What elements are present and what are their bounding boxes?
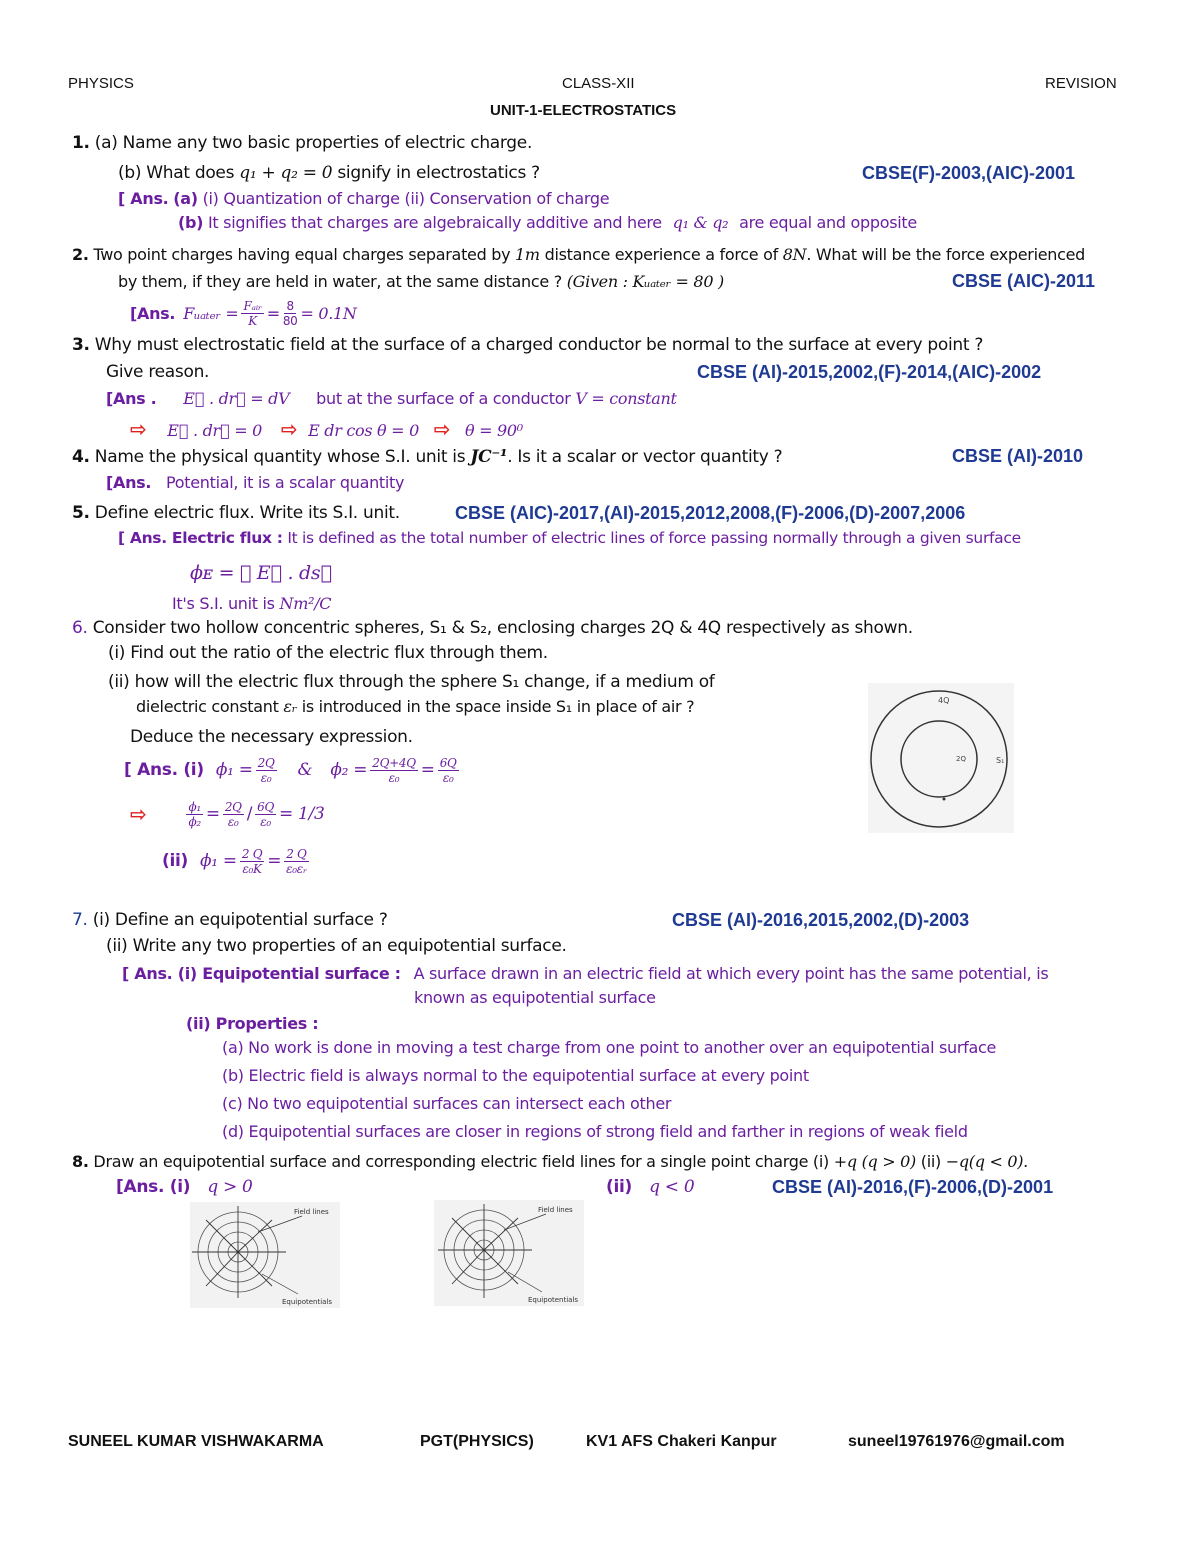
answer-text: It signifies that charges are algebraically additive and here [207, 213, 662, 232]
page-title: UNIT-1-ELECTROSTATICS [490, 102, 677, 119]
question-text: . What will be the force experienced [806, 245, 1085, 264]
math-expression: q₁ + q₂ = 0 [239, 163, 333, 183]
equipotentials-label: Equipotentials [528, 1296, 579, 1304]
question-text: (ii) [920, 1152, 941, 1171]
question-text: Define electric flux. Write its S.I. unit. [94, 503, 400, 523]
numerator: 6Q [439, 755, 457, 770]
point-marker [943, 798, 946, 801]
cbse-reference: CBSE (AI)-2016,2015,2002,(D)-2003 [672, 910, 970, 930]
cbse-reference: CBSE (AI)-2015,2002,(F)-2014,(AIC)-2002 [697, 362, 1042, 382]
question-text: Name the physical quantity whose S.I. unit is [94, 447, 466, 467]
math-expression: q > 0 [207, 1177, 253, 1197]
answer-3-line2 [130, 417, 523, 441]
math-expression: ϕ₁ = [215, 760, 253, 780]
answer-5 [118, 529, 1021, 547]
fraction [240, 847, 264, 876]
equals: = [420, 760, 435, 780]
equals: = [267, 851, 282, 871]
answer-label: [Ans. [106, 473, 152, 492]
denominator: ε₀ [442, 770, 454, 785]
equals: = [205, 804, 220, 824]
denominator: ε₀ [388, 770, 400, 785]
property-b: (b) Electric field is always normal to the equipotential surface at every point [222, 1066, 809, 1085]
answer-7-i-cont: known as equipotential surface [414, 988, 656, 1007]
arrow-icon: ⇨ [130, 417, 147, 441]
fraction [186, 800, 202, 829]
question-6-ii: (ii) how will the electric flux through the sphere S₁ change, if a medium of [108, 672, 715, 692]
question-text: distance experience a force of [544, 245, 778, 264]
fraction [284, 847, 308, 876]
math-expression: = 0.1N [300, 303, 357, 323]
fraction [283, 299, 298, 328]
question-text: Two point charges having equal charges separated by [93, 245, 511, 264]
arrow-icon: ⇨ [433, 417, 451, 441]
label-s1: S₁ [996, 756, 1005, 765]
question-2 [72, 245, 1085, 264]
fraction [241, 299, 263, 328]
denominator: K [248, 313, 257, 328]
question-6-i: (i) Find out the ratio of the electric flux through them. [108, 643, 548, 663]
question-text: Consider two hollow concentric spheres, S₁ & S₂, enclosing charges 2Q & 4Q respectively as shown. [92, 618, 913, 638]
footer-post: PGT(PHYSICS) [420, 1433, 534, 1450]
math-expression: E⃗ . dr⃗ = dV [183, 389, 290, 408]
numerator: 2Q [224, 799, 242, 814]
question-text: (b) What does [118, 163, 235, 183]
math-expression: θ = 90⁰ [465, 421, 523, 440]
numerator: Fₐᵢᵣ [243, 298, 262, 313]
denominator: 80 [282, 313, 298, 328]
label-4q: 4Q [938, 696, 950, 705]
ampersand: & [297, 760, 313, 780]
answer-label: [ Ans. [118, 189, 169, 208]
numerator: 6Q [257, 799, 274, 814]
answer-8-i [116, 1177, 253, 1197]
question-4 [72, 447, 782, 467]
question-number: 1. [72, 133, 90, 153]
answer-text: It is defined as the total number of electric lines of force passing normally through a given surface [287, 529, 1021, 547]
question-text: signify in electrostatics ? [337, 163, 540, 183]
answer-label: [Ans . [106, 389, 157, 408]
question-3-line2: Give reason. [106, 362, 210, 382]
question-text: . Is it a scalar or vector quantity ? [507, 447, 783, 467]
math-expression: +q (q > 0) [833, 1152, 916, 1171]
answer-6-i [124, 749, 462, 791]
arrow-icon: ⇨ [130, 802, 147, 826]
header-class: CLASS-XII [562, 75, 635, 92]
flux-formula: ϕᴇ = ∮ E⃗ . ds⃗ [190, 562, 332, 584]
answer-2 [130, 293, 357, 333]
question-6 [72, 618, 913, 638]
question-7 [72, 910, 388, 930]
figure-background [434, 1200, 584, 1306]
answer-label: (ii) [606, 1177, 632, 1197]
question-text: Draw an equipotential surface and corresponding electric field lines for a single point charge (i) [93, 1152, 829, 1171]
question-2-line2 [118, 272, 724, 291]
slash: / [246, 804, 253, 824]
equipotentials-label: Equipotentials [282, 1298, 333, 1306]
question-text: dielectric constant [136, 697, 279, 716]
figure-background [190, 1202, 340, 1308]
question-1b [118, 163, 540, 183]
footer-author: SUNEEL KUMAR VISHWAKARMA [68, 1433, 324, 1450]
field-lines-label: Field lines [294, 1208, 329, 1216]
math-expression: q₁ & q₂ [672, 213, 729, 232]
math-expression: Nm²/C [279, 594, 332, 613]
question-7-ii: (ii) Write any two properties of an equipotential surface. [106, 936, 567, 956]
label-2q: 2Q [956, 755, 966, 763]
question-5 [72, 503, 400, 523]
math-expression: V = constant [575, 389, 677, 408]
answer-text: Potential, it is a scalar quantity [166, 473, 405, 492]
answer-6-ratio [130, 793, 325, 835]
question-number: 7. [72, 910, 88, 930]
equals: = [266, 303, 280, 323]
answer-1b [178, 213, 917, 232]
question-3 [72, 335, 983, 355]
question-text: (i) Define an equipotential surface ? [92, 910, 388, 930]
denominator: ε₀ [227, 814, 239, 829]
answer-label: [ Ans. (i) Equipotential surface : [122, 964, 401, 983]
math-expression: 8N [782, 245, 807, 264]
denominator: ε₀εᵣ [286, 861, 307, 876]
question-6-ii-cont [136, 697, 694, 716]
question-text: (a) Name any two basic properties of electric charge. [94, 133, 533, 153]
math-expression: ϕ₂ = [330, 760, 368, 780]
denominator: ε₀ [260, 814, 271, 829]
figure-background [868, 683, 1014, 833]
math-expression: εᵣ [283, 697, 297, 716]
question-text: is introduced in the space inside S₁ in place of air ? [301, 697, 695, 716]
math-expression: 1m [515, 245, 540, 264]
fraction [255, 800, 276, 829]
answer-4 [106, 473, 404, 492]
question-text: Why must electrostatic field at the surface of a charged conductor be normal to the surface at every point ? [94, 335, 984, 355]
answer-text: It's S.I. unit is [172, 594, 275, 613]
math-expression: = 1/3 [279, 804, 325, 824]
math-expression: ϕ₁ = [200, 851, 237, 871]
numerator: 2Q [257, 755, 275, 770]
answer-label: (ii) [162, 851, 188, 871]
property-a: (a) No work is done in moving a test charge from one point to another over an equipotential surface [222, 1038, 997, 1057]
answer-3-line1 [106, 389, 677, 408]
fraction [438, 756, 459, 785]
numerator: ϕ₁ [188, 799, 201, 814]
header-subject: PHYSICS [68, 75, 134, 92]
positive-charge-figure [190, 1202, 340, 1308]
denominator: ε₀K [242, 861, 262, 876]
answer-label: [ Ans. Electric flux : [118, 529, 283, 547]
arrow-icon: ⇨ [280, 417, 298, 441]
fraction [370, 756, 418, 785]
numerator: 2Q+4Q [372, 755, 416, 770]
property-d: (d) Equipotential surfaces are closer in regions of strong field and farther in regions of weak field [222, 1122, 968, 1141]
cbse-reference: CBSE (AI)-2016,(F)-2006,(D)-2001 [772, 1177, 1054, 1197]
field-lines-label: Field lines [538, 1206, 573, 1214]
question-number: 5. [72, 503, 90, 523]
answer-label: [Ans. (i) [116, 1177, 191, 1197]
concentric-spheres-figure [868, 683, 1014, 833]
numerator: 2 Q [241, 846, 263, 861]
question-1 [72, 133, 532, 153]
math-expression: Fᵤₐₜₑᵣ = [183, 303, 239, 323]
math-expression: JC⁻¹ [470, 447, 508, 467]
answer-label: [Ans. [130, 303, 176, 323]
denominator: ε₀ [260, 770, 272, 785]
header-type: REVISION [1045, 75, 1117, 92]
question-number: 3. [72, 335, 90, 355]
cbse-reference: CBSE (AIC)-2017,(AI)-2015,2012,2008,(F)-2006,(D)-2007,2006 [455, 503, 966, 523]
question-8 [72, 1152, 1028, 1171]
answer-7-i [122, 964, 1048, 983]
denominator: ϕ₂ [188, 814, 201, 829]
cbse-reference: CBSE (AI)-2010 [952, 446, 1084, 466]
footer-email: suneel19761976@gmail.com [848, 1433, 1065, 1450]
answer-tag: (b) [178, 213, 204, 232]
math-expression: −q(q < 0). [945, 1152, 1028, 1171]
answer-text: (i) Quantization of charge (ii) Conservation of charge [202, 189, 610, 208]
cbse-reference: CBSE (AIC)-2011 [952, 271, 1096, 291]
fraction [256, 756, 277, 785]
question-number: 4. [72, 447, 90, 467]
math-expression: E dr cos θ = 0 [308, 421, 419, 440]
question-number: 2. [72, 245, 89, 264]
question-number: 8. [72, 1152, 89, 1171]
math-expression: q < 0 [649, 1177, 695, 1197]
question-number: 6. [72, 618, 88, 638]
answer-label: [ Ans. (i) [124, 760, 204, 780]
math-expression: (Given : Kᵤₐₜₑᵣ = 80 ) [566, 272, 724, 291]
answer-6-ii [162, 840, 312, 882]
answer-text: A surface drawn in an electric field at which every point has the same potential, is [413, 964, 1049, 983]
negative-charge-figure [434, 1200, 584, 1306]
numerator: 8 [286, 298, 294, 313]
numerator: 2 Q [286, 846, 307, 861]
properties-label: (ii) Properties : [186, 1014, 319, 1033]
answer-text: are equal and opposite [739, 213, 917, 232]
cbse-reference: CBSE(F)-2003,(AIC)-2001 [862, 163, 1076, 183]
answer-text: but at the surface of a conductor [316, 389, 571, 408]
fraction [223, 800, 244, 829]
answer-1a [118, 189, 609, 208]
question-6-deduce: Deduce the necessary expression. [130, 727, 413, 747]
property-c: (c) No two equipotential surfaces can intersect each other [222, 1094, 672, 1113]
answer-8-ii [606, 1177, 694, 1197]
question-text: by them, if they are held in water, at the same distance ? [118, 272, 562, 291]
footer-school: KV1 AFS Chakeri Kanpur [586, 1433, 777, 1450]
answer-5-unit [172, 594, 331, 613]
answer-tag: (a) [173, 189, 198, 208]
math-expression: E⃗ . dr⃗ = 0 [167, 421, 263, 440]
